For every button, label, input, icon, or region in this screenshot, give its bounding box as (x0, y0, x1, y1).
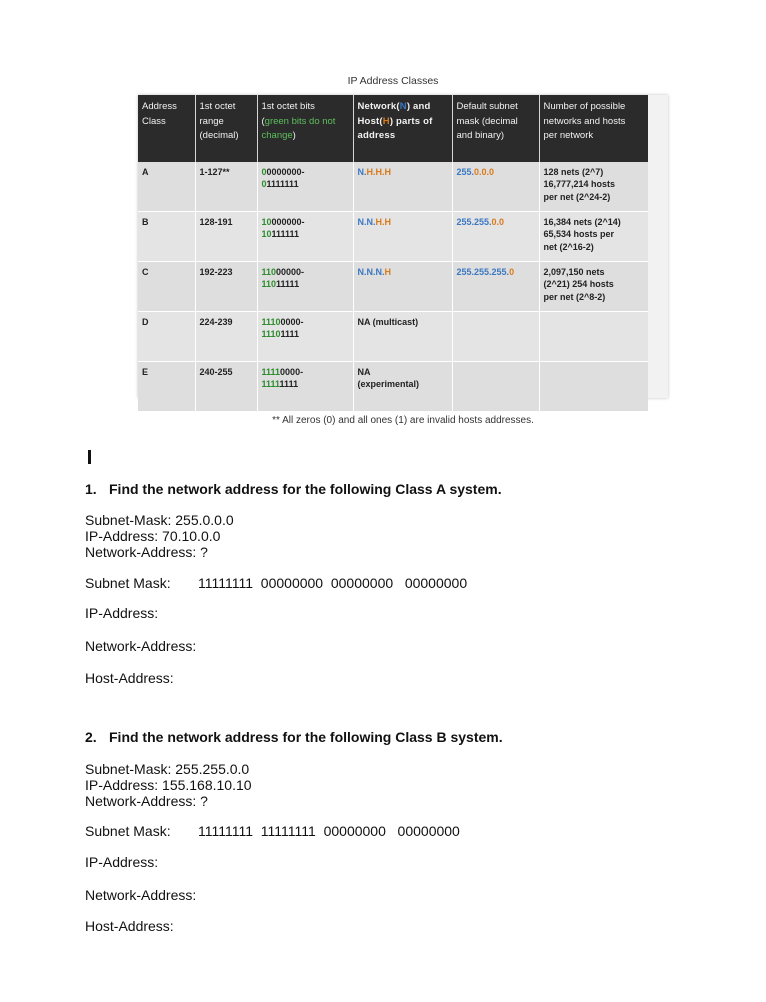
mask-cell: 255.255.0.0 (452, 212, 539, 262)
header-address-class: Address Class (138, 95, 195, 162)
table-row-class-b (138, 212, 648, 262)
range-cell: 240-255 (195, 362, 257, 412)
class-cell: C (138, 262, 195, 312)
class-cell: E (138, 362, 195, 412)
hosts-cell: 128 nets (2^7) 16,777,214 hosts per net (2^24-2) (539, 162, 648, 212)
bits-cell: 00000000- 01111111 (257, 162, 353, 212)
question-1-mask-row (85, 575, 467, 591)
hosts-cell (539, 312, 648, 362)
ip-classes-table (138, 95, 648, 412)
given-ip-address: IP-Address: 155.168.10.10 (85, 777, 252, 793)
table-row-class-d (138, 312, 648, 362)
question-1-given (85, 512, 234, 560)
range-cell: 224-239 (195, 312, 257, 362)
given-network-address: Network-Address: ? (85, 793, 208, 809)
class-cell: B (138, 212, 195, 262)
ip-classes-table-panel (138, 95, 668, 398)
figure-footnote: ** All zeros (0) and all ones (1) are invalid hosts addresses. (272, 415, 534, 426)
table-row-class-e (138, 362, 648, 412)
question-1-host-field[interactable]: Host-Address: (85, 670, 174, 686)
question-2-host-field[interactable]: Host-Address: (85, 918, 174, 934)
range-cell: 128-191 (195, 212, 257, 262)
range-cell: 192-223 (195, 262, 257, 312)
header-network-host-parts: Network(N) and Host(H) parts of address (353, 95, 452, 162)
bits-cell: 11000000- 11011111 (257, 262, 353, 312)
table-row-class-c (138, 262, 648, 312)
net-host-cell: N.N.H.H (353, 212, 452, 262)
class-cell: A (138, 162, 195, 212)
figure-title: IP Address Classes (347, 75, 439, 87)
mask-label: Subnet Mask: (85, 575, 171, 591)
mask-cell (452, 362, 539, 412)
question-1-ip-field[interactable]: IP-Address: (85, 605, 159, 621)
net-host-cell: N.H.H.H (353, 162, 452, 212)
mask-label: Subnet Mask: (85, 823, 171, 839)
class-cell: D (138, 312, 195, 362)
header-octet-bits: 1st octet bits (green bits do not change) (257, 95, 353, 162)
header-default-subnet-mask: Default subnet mask (decimal and binary) (452, 95, 539, 162)
header-possible-networks-hosts: Number of possible networks and hosts per network (539, 95, 648, 162)
range-cell: 1-127** (195, 162, 257, 212)
mask-cell: 255.255.255.0 (452, 262, 539, 312)
header-octet-range: 1st octet range (decimal) (195, 95, 257, 162)
net-host-cell: NA (experimental) (353, 362, 452, 412)
given-ip-address: IP-Address: 70.10.0.0 (85, 528, 221, 544)
table-row-class-a (138, 162, 648, 212)
mask-binary: 11111111 00000000 00000000 00000000 (198, 575, 468, 591)
given-network-address: Network-Address: ? (85, 544, 208, 560)
bits-cell: 11110000- 11111111 (257, 362, 353, 412)
question-1-network-field[interactable]: Network-Address: (85, 638, 197, 654)
hosts-cell: 2,097,150 nets (2^21) 254 hosts per net (2^8-2) (539, 262, 648, 312)
table-header-row (138, 95, 648, 162)
question-1-title: 1. Find the network address for the following Class A system. (85, 481, 502, 497)
bits-cell: 11100000- 11101111 (257, 312, 353, 362)
hosts-cell: 16,384 nets (2^14) 65,534 hosts per net (2^16-2) (539, 212, 648, 262)
bits-cell: 10000000- 10111111 (257, 212, 353, 262)
question-2-ip-field[interactable]: IP-Address: (85, 854, 159, 870)
question-2-given (85, 761, 252, 809)
question-2-title: 2. Find the network address for the following Class B system. (85, 729, 503, 745)
question-2-mask-row (85, 823, 460, 839)
net-host-cell: NA (multicast) (353, 312, 452, 362)
given-subnet-mask: Subnet-Mask: 255.255.0.0 (85, 761, 250, 777)
mask-cell: 255.0.0.0 (452, 162, 539, 212)
given-subnet-mask: Subnet-Mask: 255.0.0.0 (85, 512, 234, 528)
hosts-cell (539, 362, 648, 412)
text-cursor (88, 450, 91, 464)
net-host-cell: N.N.N.H (353, 262, 452, 312)
mask-binary: 11111111 11111111 00000000 00000000 (198, 823, 460, 839)
mask-cell (452, 312, 539, 362)
question-2-network-field[interactable]: Network-Address: (85, 887, 197, 903)
